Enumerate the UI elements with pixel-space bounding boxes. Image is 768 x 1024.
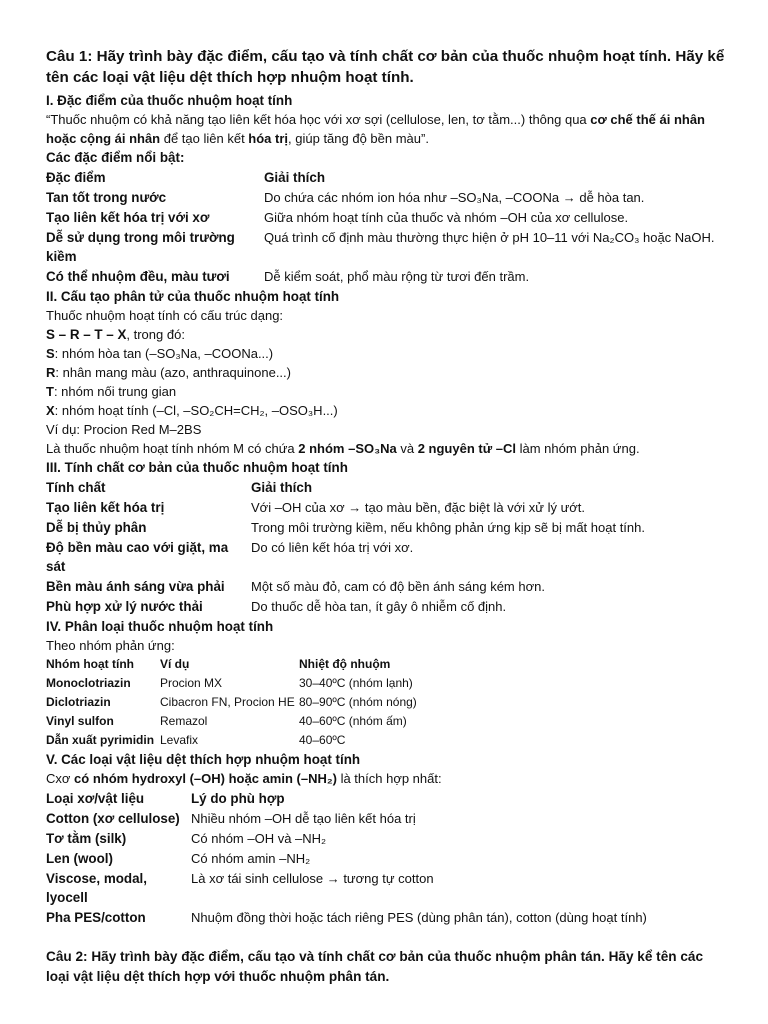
section-3-heading: III. Tính chất cơ bản của thuốc nhuộm hoạt tính <box>46 460 348 475</box>
table-header-row: Đặc điểm Giải thích <box>46 170 326 185</box>
materials-intro: Cxơ có nhóm hydroxyl (–OH) hoặc amin (–NH₂) là thích hợp nhất: <box>46 771 442 786</box>
section-2-heading: II. Cấu tạo phân tử của thuốc nhuộm hoạt tính <box>46 289 340 304</box>
table-row: Có thể nhuộm đều, màu tươi Dễ kiểm soát, phổ màu rộng từ tươi đến trầm. <box>46 269 530 284</box>
table-header-row: Nhóm hoạt tính Ví dụ Nhiệt độ nhuộm <box>46 657 391 671</box>
table-row: Len (wool) Có nhóm amin –NH₂ <box>46 851 311 866</box>
structure-example: Ví dụ: Procion Red M–2BS <box>46 422 202 437</box>
structure-part: S: nhóm hòa tan (–SO₃Na, –COONa...) <box>46 346 274 361</box>
table-row: Bền màu ánh sáng vừa phải Một số màu đỏ, cam có độ bền ánh sáng kém hơn. <box>46 579 545 594</box>
properties-table <box>46 478 728 616</box>
structure-part: R: nhân mang màu (azo, anthraquinone...) <box>46 365 291 380</box>
classification-intro: Theo nhóm phản ứng: <box>46 638 175 653</box>
table-row: Viscose, modal, lyocell Là xơ tái sinh cellulose → tương tự cotton <box>46 871 434 905</box>
definition-quote: “Thuốc nhuộm có khả năng tạo liên kết hóa học với xơ sợi (cellulose, len, tơ tằm...) thông qua cơ chế thế ái nhân hoặc cộng ái nhân để tạo liên kết hóa trị, giúp tăng độ bền màu”. <box>46 112 705 146</box>
section-4-heading: IV. Phân loại thuốc nhuộm hoạt tính <box>46 619 274 634</box>
table-row: Monoclotriazin Procion MX 30–40ºC (nhóm lạnh) <box>46 676 413 690</box>
features-heading: Các đặc điểm nổi bật: <box>46 150 185 165</box>
features-table <box>46 168 728 286</box>
spacer <box>46 928 728 947</box>
table-row: Vinyl sulfon Remazol 40–60ºC (nhóm ấm) <box>46 714 407 728</box>
table-row: Dễ bị thủy phân Trong môi trường kiềm, nếu không phản ứng kịp sẽ bị mất hoạt tính. <box>46 520 645 535</box>
structure-intro: Thuốc nhuộm hoạt tính có cấu trúc dạng: <box>46 308 284 323</box>
table-header-row: Tính chất Giải thích <box>46 480 313 495</box>
structure-part: X: nhóm hoạt tính (–Cl, –SO₂CH=CH₂, –OSO₃H...) <box>46 403 338 418</box>
table-row: Dễ sử dụng trong môi trường kiềm Quá trình cố định màu thường thực hiện ở pH 10–11 với Na₂CO₃ hoặc NaOH. <box>46 230 715 264</box>
classification-table <box>46 655 728 750</box>
table-row: Độ bền màu cao với giặt, ma sát Do có liên kết hóa trị với xơ. <box>46 540 414 574</box>
table-row: Tan tốt trong nước Do chứa các nhóm ion hóa như –SO₃Na, –COONa → dễ hòa tan. <box>46 190 645 205</box>
materials-table <box>46 789 728 927</box>
table-row: Pha PES/cotton Nhuộm đồng thời hoặc tách riêng PES (dùng phân tán), cotton (dùng hoạt tính) <box>46 910 647 925</box>
table-row: Tơ tằm (silk) Có nhóm –OH và –NH₂ <box>46 831 327 846</box>
table-row: Cotton (xơ cellulose) Nhiều nhóm –OH dễ tạo liên kết hóa trị <box>46 811 416 826</box>
question-2-title: Câu 2: Hãy trình bày đặc điểm, cấu tạo và tính chất cơ bản của thuốc nhuộm phân tán. Hãy kể tên các loại vật liệu dệt thích hợp với thuốc nhuộm phân tán. <box>46 949 704 984</box>
table-row: Tạo liên kết hóa trị Với –OH của xơ → tạo màu bền, đặc biệt là với xử lý ướt. <box>46 500 586 515</box>
structure-formula: S – R – T – X, trong đó: <box>46 327 185 342</box>
table-header-row: Loại xơ/vật liệu Lý do phù hợp <box>46 791 285 806</box>
question-1-title: Câu 1: Hãy trình bày đặc điểm, cấu tạo và tính chất cơ bản của thuốc nhuộm hoạt tính. Hãy kể tên các loại vật liệu dệt thích hợp nhuộm hoạt tính. <box>46 48 725 86</box>
structure-example-desc: Là thuốc nhuộm hoạt tính nhóm M có chứa 2 nhóm –SO₃Na và 2 nguyên tử –Cl làm nhóm phản ứng. <box>46 441 640 456</box>
section-5-heading: V. Các loại vật liệu dệt thích hợp nhuộm hoạt tính <box>46 752 361 767</box>
structure-part: T: nhóm nối trung gian <box>46 384 177 399</box>
table-row: Phù hợp xử lý nước thải Do thuốc dễ hòa tan, ít gây ô nhiễm cố định. <box>46 599 507 614</box>
table-row: Dẫn xuất pyrimidin Levafix 40–60ºC <box>46 733 346 747</box>
table-row: Diclotriazin Cibacron FN, Procion HE 80–90ºC (nhóm nóng) <box>46 695 417 709</box>
table-row: Tạo liên kết hóa trị với xơ Giữa nhóm hoạt tính của thuốc và nhóm –OH của xơ cellulose. <box>46 210 629 225</box>
section-1-heading: I. Đặc điểm của thuốc nhuộm hoạt tính <box>46 93 293 108</box>
